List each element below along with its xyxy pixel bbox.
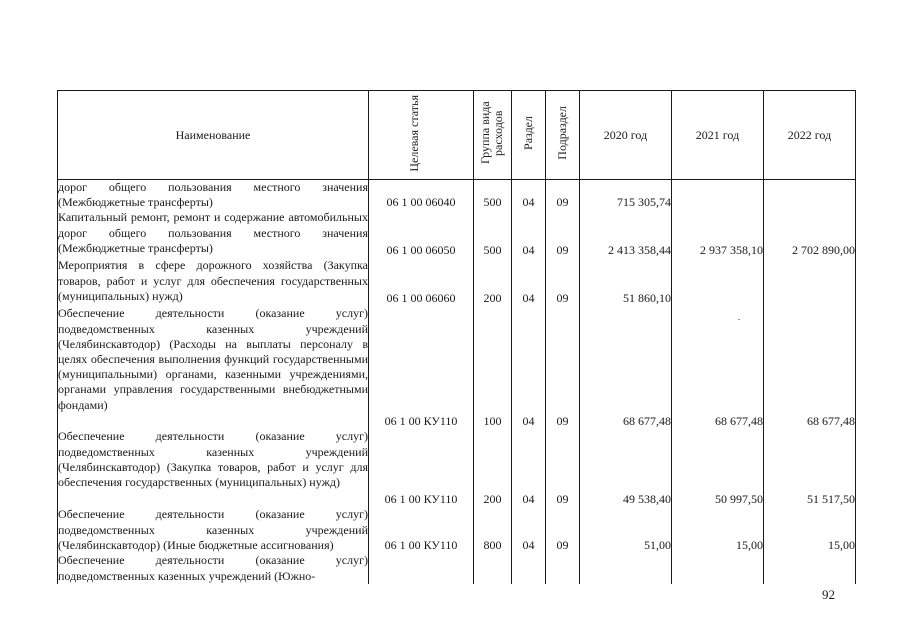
row-group xyxy=(474,306,512,429)
row-group-text: 200 xyxy=(483,291,502,306)
row-value-2020 xyxy=(580,553,672,583)
row-value-2020 xyxy=(580,210,672,258)
row-value-2022-text: 68 677,48 xyxy=(807,414,855,429)
row-subsection xyxy=(546,258,580,306)
row-section xyxy=(512,180,546,211)
row-value-2020 xyxy=(580,507,672,553)
row-value-2021 xyxy=(672,553,764,583)
row-group-text: 500 xyxy=(483,195,502,210)
row-code-text: 06 1 00 КУ110 xyxy=(384,492,458,507)
header-subsection: Подраздел xyxy=(546,91,580,180)
row-code xyxy=(369,306,474,429)
header-group: Группа вида расходов xyxy=(474,91,512,180)
row-value-2022 xyxy=(764,258,856,306)
row-section xyxy=(512,429,546,507)
row-name xyxy=(58,553,369,583)
row-value-2021 xyxy=(672,507,764,553)
row-value-2021 xyxy=(672,258,764,306)
row-group-text: 200 xyxy=(483,492,502,507)
row-group xyxy=(474,429,512,507)
row-subsection xyxy=(546,210,580,258)
header-name: Наименование xyxy=(58,91,369,180)
row-subsection xyxy=(546,507,580,553)
row-name-text: Обеспечение деятельности (оказание услуг) подведомственных казенных учреждений (Челябинскавтодор) (Расходы на выплаты персоналу в целях обеспечения выполнения функций государственными (муниципальными) органами, казенными учреждениями, органами управления государственными внебюджетными фондами) xyxy=(58,306,368,412)
row-name-text: Обеспечение деятельности (оказание услуг) подведомственных казенных учреждений (Челябинскавтодор) (Закупка товаров, работ и услуг для обеспечения государственных (муниципальных) нужд) xyxy=(58,429,368,490)
table-row xyxy=(58,429,856,507)
row-subsection xyxy=(546,553,580,583)
row-name-text: Мероприятия в сфере дорожного хозяйства (Закупка товаров, работ и услуг для обеспечения государственных (муниципальных) нужд) xyxy=(58,258,368,303)
row-code xyxy=(369,258,474,306)
row-section-text: 04 xyxy=(522,195,535,210)
row-name-text: Обеспечение деятельности (оказание услуг) подведомственных казенных учреждений (Южно- xyxy=(58,553,368,583)
row-value-2022-text: 2 702 890,00 xyxy=(792,243,855,258)
row-group-text: 500 xyxy=(483,243,502,258)
header-code: Целевая статья xyxy=(369,91,474,180)
row-value-2020 xyxy=(580,306,672,429)
row-value-2022 xyxy=(764,429,856,507)
row-value-2021-text: 2 937 358,10 xyxy=(700,243,763,258)
row-group-text: 100 xyxy=(483,414,502,429)
row-subsection-text: 09 xyxy=(556,414,569,429)
row-value-2021 xyxy=(672,210,764,258)
row-code xyxy=(369,210,474,258)
row-code-text: 06 1 00 06050 xyxy=(386,243,456,258)
row-name-text: Капитальный ремонт, ремонт и содержание автомобильных дорог общего пользования местного значения (Межбюджетные трансферты) xyxy=(58,210,368,255)
row-code xyxy=(369,507,474,553)
row-value-2020-text: 51,00 xyxy=(644,538,671,553)
row-value-2022 xyxy=(764,553,856,583)
row-value-2020 xyxy=(580,429,672,507)
row-name-text: дорог общего пользования местного значения (Межбюджетные трансферты) xyxy=(58,180,368,210)
row-name xyxy=(58,306,369,429)
header-section: Раздел xyxy=(512,91,546,180)
row-value-2022-text: 51 517,50 xyxy=(807,492,855,507)
row-value-2020-text: 715 305,74 xyxy=(617,195,671,210)
row-section xyxy=(512,210,546,258)
row-section-text: 04 xyxy=(522,291,535,306)
row-value-2021-text: 68 677,48 xyxy=(715,414,763,429)
row-name xyxy=(58,258,369,306)
header-2022: 2022 год xyxy=(764,91,856,180)
table-header-row xyxy=(58,91,856,180)
row-code xyxy=(369,180,474,211)
row-subsection-text: 09 xyxy=(556,195,569,210)
row-code xyxy=(369,429,474,507)
row-subsection-text: 09 xyxy=(556,492,569,507)
row-value-2020-text: 2 413 358,44 xyxy=(608,243,671,258)
table-row xyxy=(58,553,856,583)
row-name-text: Обеспечение деятельности (оказание услуг) подведомственных казенных учреждений (Челябинскавтодор) (Иные бюджетные ассигнования) xyxy=(58,507,368,552)
row-value-2022 xyxy=(764,180,856,211)
row-section-text: 04 xyxy=(522,492,535,507)
row-subsection-text: 09 xyxy=(556,243,569,258)
row-value-2020 xyxy=(580,258,672,306)
table-row xyxy=(58,180,856,211)
row-value-2022-text: 15,00 xyxy=(828,538,855,553)
row-value-2020-text: 49 538,40 xyxy=(623,492,671,507)
row-value-2022 xyxy=(764,507,856,553)
row-subsection xyxy=(546,429,580,507)
row-group xyxy=(474,507,512,553)
row-section-text: 04 xyxy=(522,243,535,258)
row-group xyxy=(474,210,512,258)
row-name xyxy=(58,180,369,211)
row-section-text: 04 xyxy=(522,414,535,429)
row-section-text: 04 xyxy=(522,538,535,553)
scan-speck xyxy=(738,319,740,320)
row-value-2021 xyxy=(672,180,764,211)
row-subsection xyxy=(546,306,580,429)
budget-table xyxy=(57,90,856,584)
row-subsection xyxy=(546,180,580,211)
table-row xyxy=(58,258,856,306)
row-group xyxy=(474,553,512,583)
row-section xyxy=(512,507,546,553)
row-section xyxy=(512,258,546,306)
row-section xyxy=(512,553,546,583)
row-value-2020 xyxy=(580,180,672,211)
row-group xyxy=(474,258,512,306)
row-code-text: 06 1 00 06040 xyxy=(386,195,456,210)
row-code xyxy=(369,553,474,583)
table-row xyxy=(58,507,856,553)
row-code-text: 06 1 00 КУ110 xyxy=(384,414,458,429)
row-value-2021-text: 50 997,50 xyxy=(715,492,763,507)
row-section xyxy=(512,306,546,429)
row-name xyxy=(58,507,369,553)
header-2021: 2021 год xyxy=(672,91,764,180)
row-group xyxy=(474,180,512,211)
table-row xyxy=(58,210,856,258)
row-value-2022 xyxy=(764,306,856,429)
header-2020: 2020 год xyxy=(580,91,672,180)
row-value-2020-text: 68 677,48 xyxy=(623,414,671,429)
row-code-text: 06 1 00 КУ110 xyxy=(384,538,458,553)
row-code-text: 06 1 00 06060 xyxy=(386,291,456,306)
row-subsection-text: 09 xyxy=(556,291,569,306)
row-name xyxy=(58,429,369,507)
row-value-2021 xyxy=(672,306,764,429)
page-number: 92 xyxy=(822,587,835,602)
row-value-2021-text: 15,00 xyxy=(736,538,763,553)
row-name xyxy=(58,210,369,258)
row-subsection-text: 09 xyxy=(556,538,569,553)
row-value-2022 xyxy=(764,210,856,258)
row-value-2020-text: 51 860,10 xyxy=(623,291,671,306)
row-value-2021 xyxy=(672,429,764,507)
table-row xyxy=(58,306,856,429)
row-group-text: 800 xyxy=(483,538,502,553)
